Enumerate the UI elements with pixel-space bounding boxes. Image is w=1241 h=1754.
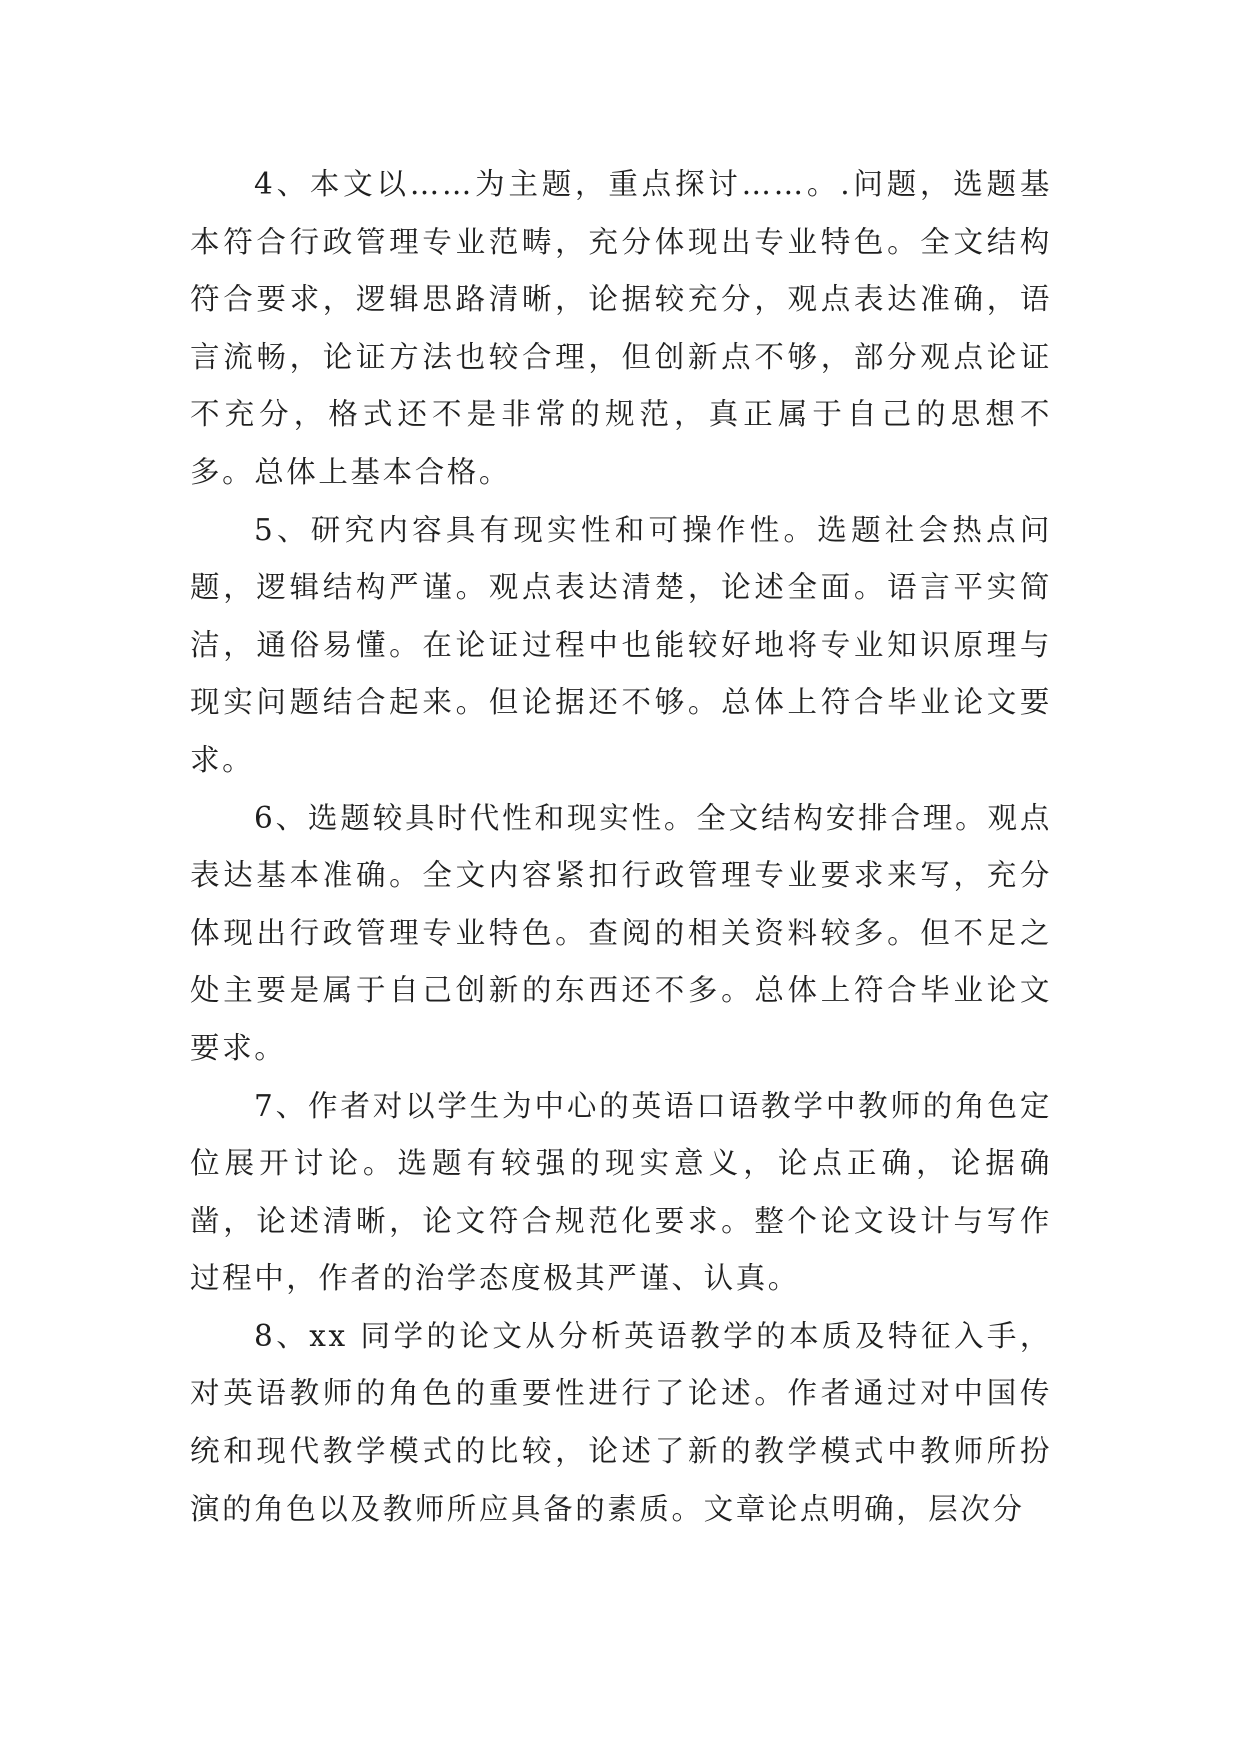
paragraph-4: 4、本文以……为主题，重点探讨……。.问题，选题基本符合行政管理专业范畴，充分体现出专业特色。全文结构符合要求，逻辑思路清晰，论据较充分，观点表达准确，语言流畅，论证方法也较合理，但创新点不够，部分观点论证不充分，格式还不是非常的规范，真正属于自己的思想不多。总体上基本合格。 [190, 167, 1052, 489]
paragraph-8: 8、xx 同学的论文从分析英语教学的本质及特征入手，对英语教师的角色的重要性进行了论述。作者通过对中国传统和现代教学模式的比较，论述了新的教学模式中教师所扮演的角色以及教师所应具备的素质。文章论点明确，层次分 [190, 1318, 1052, 1526]
paragraph-7: 7、作者对以学生为中心的英语口语教学中教师的角色定位展开讨论。选题有较强的现实意义，论点正确，论据确凿，论述清晰，论文符合规范化要求。整个论文设计与写作过程中，作者的治学态度极其严谨、认真。 [190, 1088, 1052, 1296]
document-body [190, 156, 1052, 1538]
paragraph-6: 6、选题较具时代性和现实性。全文结构安排合理。观点表达基本准确。全文内容紧扣行政管理专业要求来写，充分体现出行政管理专业特色。查阅的相关资料较多。但不足之处主要是属于自己创新的东西还不多。总体上符合毕业论文要求。 [190, 800, 1052, 1065]
paragraph-5: 5、研究内容具有现实性和可操作性。选题社会热点问题，逻辑结构严谨。观点表达清楚，论述全面。语言平实简洁，通俗易懂。在论证过程中也能较好地将专业知识原理与现实问题结合起来。但论据还不够。总体上符合毕业论文要求。 [190, 512, 1052, 777]
